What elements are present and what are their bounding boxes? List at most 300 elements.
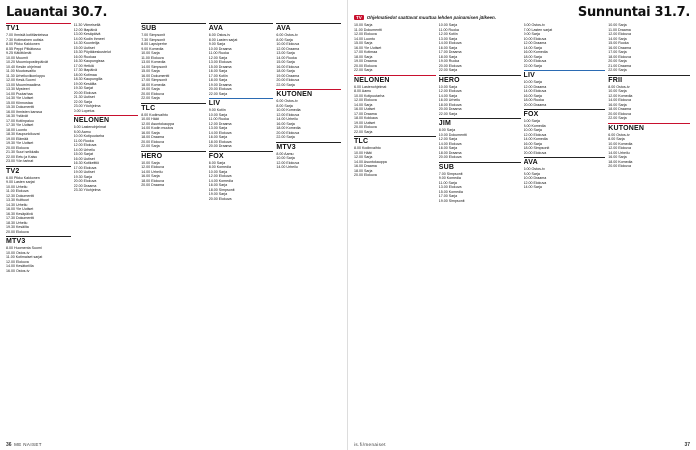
publication-name: ME NAISET (14, 442, 42, 447)
programme-entry: 14.00 Simpsonit (141, 64, 167, 69)
page-right (348, 0, 696, 450)
programme-entry: 7.00 Ihmisiä kotitilanteissa (6, 33, 48, 37)
programme-entry: 14.00 Urheilu (141, 169, 163, 174)
programme-entry: 10.00 Sarja (523, 80, 542, 84)
programme-entry: 18.30 Urheilu (6, 220, 28, 225)
programme-entry: 10.40 Kesän ohjelmat (6, 64, 41, 69)
programme-entry: 13.30 Kulttuuri (6, 198, 30, 202)
channel-block (608, 123, 690, 169)
programme-entry: 12.00 Komedia (608, 93, 633, 98)
programme-entry: 7.30 Kotimainen uutisia (6, 37, 44, 42)
channel-block (209, 98, 274, 149)
programme-entry: 20.00 Sarja (608, 59, 627, 63)
programme-entry: 10.00 Draama (208, 46, 232, 51)
programme-entry: 6.00 Ostos-tv (276, 99, 298, 103)
programme-entry: 17.00 Sarja (438, 194, 458, 198)
programme-entry: 9.00 Lasten sarjat (6, 180, 35, 184)
programme-entry: 18.00 Draama (141, 135, 164, 139)
programme-entry: 19.00 Draama (354, 59, 377, 63)
programme-entry: 22.00 Sarja (208, 91, 228, 96)
programme-entry: 18.00 Draama (438, 150, 462, 155)
programme-entry: 19.00 Uutiset (73, 170, 95, 174)
programme-entry: 17.00 Kotiin (208, 73, 228, 78)
programme-entry: 23.00 Yön tarinat (6, 159, 34, 163)
channel-name: AVA (276, 23, 341, 32)
channel-name: KUTONEN (276, 89, 341, 98)
programme-entry: 19.30 Kesäilta (6, 225, 29, 229)
programme-entry: 6.00 Sarja (523, 119, 540, 123)
programme-entry: 11.00 Elokuva (141, 55, 164, 60)
programme-entry: 16.00 Draama (354, 164, 377, 168)
page-footer (6, 442, 341, 448)
programme-entry: 11.00 Dokumentti (354, 27, 382, 32)
programme-entry: 13.00 Muumimaailma (6, 82, 41, 87)
programme-entry: 15.00 Sarjat (73, 152, 93, 156)
programme-entry: 20.00 Elokuva (523, 59, 547, 63)
programme-entry: 19.00 Draama (208, 82, 232, 87)
listing-column (524, 23, 606, 443)
programme-entry: 10.00 Kotipuutarha (73, 134, 104, 138)
programme-entry: 12.00 Elokuva (354, 98, 377, 102)
programme-entry: 19.00 Uutiset (354, 120, 376, 125)
listing-column (276, 23, 341, 443)
programme-entry: 22.00 Sarja (523, 63, 542, 68)
programme-entry: 20.00 Elokuva (6, 145, 29, 150)
programme-entry: 8.00 Sarja (438, 128, 456, 132)
channel-block (524, 70, 606, 107)
programme-entry: 11.00 Elokuva (6, 189, 29, 193)
channel-name: LIV (209, 98, 274, 107)
programme-entry: 14.00 Elokuva (438, 141, 462, 146)
programme-entry: 7.00 Lasten sarjat (523, 27, 553, 32)
programme-entry: 20.00 Draama (141, 183, 164, 187)
programme-entry: 9.00 Komedia (141, 46, 164, 51)
programme-entry: 14.00 Kodin muutos (141, 126, 174, 130)
programme-entry: 7.30 Simpsonit (141, 37, 165, 42)
programme-entry: 12.00 Elokuva (354, 32, 377, 36)
programme-entry: 9.00 Sarja (208, 42, 226, 46)
programme-entry: 19.00 Sarja (208, 192, 228, 196)
programme-entry: 19.30 Sarjat (73, 86, 93, 90)
programme-entry: 10.00 Draama (523, 176, 547, 180)
programme-entry: 13.00 Sarja (276, 51, 295, 55)
programme-entry: 22.00 Eetu ja Kaisu (6, 154, 38, 159)
channel-name: MTV3 (276, 142, 341, 151)
programme-entry: 20.00 Elokuva (608, 111, 632, 116)
programme-entry: 18.00 Sarja (438, 54, 458, 59)
channel-columns (354, 23, 690, 443)
channel-block (524, 23, 606, 68)
programme-entry: 14.00 Ruoka (276, 55, 297, 60)
notice-text: Ohjelmatiedot saattavat muuttua lehden painamisen jälkeen. (366, 15, 497, 20)
programme-entry: 14.00 Sarja (523, 45, 542, 50)
channel-block (6, 23, 71, 164)
programme-entry: 16.00 Sarja (208, 183, 228, 187)
programme-entry: 16.30 Kotikeittiö (73, 161, 100, 165)
programme-entry: 14.00 Elokuva (438, 41, 462, 45)
programme-entry: 8.00 Aamu (73, 129, 91, 134)
programme-entry: 15.00 Komedia (438, 189, 463, 194)
programme-entry: 8.00 Sarja (276, 103, 293, 108)
programme-entry: 16.00 Sarja (523, 93, 542, 98)
programme-entry: 18.00 Komedia (608, 159, 633, 164)
programme-entry: 15.00 Kiinnostaa (6, 100, 33, 105)
programme-entry: 16.00 Ostos-tv (6, 268, 30, 273)
programme-entry: 12.00 Kesä-Suomi (6, 78, 36, 82)
programme-entry: 11.30 Viimeisellä (73, 23, 101, 27)
programme-entry: 10.00 Sarja (438, 84, 458, 89)
programme-entry: 12.00 Sarja (208, 55, 228, 60)
day-title: Sunnuntai 31.7. (577, 5, 690, 20)
programme-entry: 9.00 Kotiin (208, 108, 226, 112)
programme-entry: 13.00 Sarja (438, 36, 458, 41)
programme-entry: 10.00 Komedia (276, 108, 301, 112)
programme-entry: 23.30 Yöohjelma (73, 188, 101, 192)
programme-entry: 12.00 Elokuva (276, 112, 300, 117)
programme-entry: 13.00 Komedia (141, 60, 166, 64)
programme-entry: 17.00 Draama (354, 111, 377, 116)
programme-entry: 12.00 Elokuva (276, 160, 300, 165)
listing-column (354, 23, 436, 443)
programme-entry: 22.00 Sarja (608, 116, 627, 120)
programme-entry: 11.00 Sarja (438, 180, 457, 185)
page-header (6, 4, 341, 20)
programme-entry: 20.00 Elokuva (438, 155, 462, 159)
programme-entry: 9.00 Sarja (523, 32, 540, 36)
programme-entry: 10.00 Sarja (354, 23, 373, 27)
programme-entry: 10.00 Sarja (608, 23, 627, 27)
programme-entry: 8.00 Lapsiperhe (141, 42, 167, 46)
programme-entry: 10.00 Sarja (208, 169, 228, 174)
programme-entry: 15.00 Sarja (354, 41, 373, 45)
programme-entry: 17.30 Iltapäivä (73, 68, 97, 72)
programme-entry: 18.30 Kaupungilla (73, 77, 103, 81)
programme-entry: 16.30 Kaupungissa (73, 59, 105, 63)
channel-name: AVA (524, 157, 606, 166)
programme-entry: 6.00 Sarja (208, 160, 226, 165)
programme-entry: 10.00 Elokuva (276, 42, 300, 46)
listing-column (141, 23, 206, 443)
channel-name: KUTONEN (608, 123, 690, 132)
programme-entry: 9.25 Kätöttömät (6, 51, 32, 55)
programme-entry: 17.00 Elokuva (73, 165, 97, 170)
channel-name: JIM (439, 118, 521, 127)
listing-column (608, 23, 690, 443)
programme-entry: 17.00 Kotiinpaluu (6, 118, 34, 123)
programme-entry: 22.00 Sarja (438, 111, 458, 116)
channel-block (276, 89, 341, 140)
page-footer-line (6, 442, 42, 448)
programme-entry: 8.55 Peppi Pitkätossu (6, 46, 41, 51)
programme-entry: 13.00 Kesäpäivä (73, 32, 101, 36)
programme-entry: 16.00 Sarja (438, 146, 458, 150)
programme-entry: 20.00 Elokuva (208, 196, 232, 201)
programme-entry: 22.00 Sarja (354, 129, 373, 134)
programme-entry: 20.00 Elokuva (523, 150, 547, 155)
programme-entry: 15.30 Pöytäkeskustelut (73, 50, 111, 54)
channel-name: NELONEN (354, 75, 436, 84)
page-number: 37 (684, 442, 690, 448)
programme-entry: 11.00 Draama (608, 27, 631, 32)
programme-entry: 16.00 Sarja (141, 174, 160, 178)
channel-block (276, 142, 341, 170)
programme-entry: 19.00 Sarja (141, 87, 160, 91)
programme-entry: 16.00 Sarja (608, 102, 627, 107)
channel-block (439, 118, 521, 160)
programme-entry: 16.00 Elokuva (276, 64, 300, 69)
programme-entry: 20.00 Elokuva (276, 130, 300, 135)
programme-entry: 11.00 Ruoka (208, 117, 229, 121)
programme-entry: 21.30 Uutiset (73, 95, 95, 99)
programme-entry: 12.00 Elokuva (523, 132, 547, 137)
programme-entry: 20.00 Elokuva (73, 90, 97, 95)
programme-entry: 17.30 Yle Uutiset (6, 123, 34, 127)
programme-entry: 10.00 Sarja (438, 23, 458, 27)
programme-entry: 8.00 Kodinvaihto (141, 112, 168, 117)
programme-entry: 11.00 Ruoka (73, 138, 94, 143)
programme-entry: 14.00 Sarja (354, 102, 373, 107)
programme-entry: 18.00 Elokuva (141, 178, 164, 183)
programme-entry: 22.00 Sarja (141, 96, 160, 100)
notice-pill: TV (356, 15, 362, 20)
programme-entry: 18.00 Sarja (276, 69, 295, 73)
programme-entry: 14.00 Puutarhaa (6, 91, 33, 96)
programme-entry: 14.00 Urheilu (276, 117, 298, 121)
programme-entry: 22.00 Sarja (276, 135, 295, 139)
programme-entry: 18.00 Simpsonit (208, 187, 235, 192)
channel-name: NELONEN (74, 115, 139, 124)
programme-entry: 22.00 Sarja (73, 99, 92, 104)
programme-entry: 0.00 Lopetus (73, 108, 95, 113)
programme-entry: 22.00 Sarja (141, 144, 160, 148)
programme-entry: 19.00 Ruoka (438, 59, 460, 63)
programme-entry: 14.00 Elokuva (208, 130, 232, 135)
channel-block (6, 166, 71, 235)
channel-block (6, 236, 71, 273)
programme-entry: 15.30 Dokumentti (6, 105, 35, 109)
programme-entry: 12.00 Elokuva (141, 165, 164, 169)
programme-entry: 11.00 Ruoka (208, 51, 229, 55)
programme-entry: 20.00 Elokuva (354, 63, 377, 68)
channel-name: FOX (209, 151, 274, 160)
programme-entry: 10.00 Muumit (6, 55, 28, 60)
programme-entry: 16.00 Ihmisten kanssa (6, 109, 42, 114)
programme-entry: 13.00 Elokuva (438, 185, 462, 189)
programme-entry: 14.00 Urheilu (73, 147, 95, 152)
programme-entry: 16.00 Sarja (438, 45, 458, 50)
programme-entry: 8.00 Komedia (523, 123, 546, 128)
channel-name: TLC (354, 136, 436, 145)
programme-entry: 18.00 Elokuva (208, 139, 232, 144)
page-footer (354, 442, 690, 448)
programme-entry: 19.00 Simpsonit (438, 198, 465, 203)
programme-entry: 15.00 Sarja (141, 69, 160, 73)
programme-entry: 22.00 Draama (73, 183, 97, 188)
channel-block (354, 75, 436, 135)
day-title: Lauantai 30.7. (6, 5, 108, 20)
notice-tag (354, 15, 496, 20)
channel-name: HERO (439, 75, 521, 84)
programme-entry: 20.00 Elokuva (608, 164, 632, 168)
programme-entry: 6.00 Ostos-tv (208, 33, 231, 37)
programme-entry: 20.00 Elokuva (6, 229, 29, 234)
programme-entry: 8.00 Ostos-tv (608, 84, 630, 89)
programme-entry: 14.00 Urheilu (608, 150, 630, 155)
programme-entry: 19.00 Elämää (6, 136, 29, 141)
channel-block (141, 103, 206, 149)
programme-entry: 10.00 Sarja (141, 51, 160, 55)
publication-url: is.fi/menaiset (354, 442, 386, 447)
programme-entry: 16.00 Dokumentti (141, 73, 170, 78)
channel-name: TV2 (6, 166, 71, 175)
programme-entry: 6.00 Lastenohjelmat (354, 84, 387, 89)
programme-entry: 10.00 Elokuva (523, 36, 547, 41)
programme-entry: 16.00 Sarja (276, 121, 295, 126)
programme-entry: 12.00 Draama (276, 46, 300, 51)
programme-entry: 10.00 Komedia (608, 141, 633, 146)
programme-entry: 14.00 Luonto (354, 36, 375, 41)
programme-entry: 16.00 Uutiset (354, 107, 376, 111)
programme-entry: 15.00 Uutiset (73, 45, 95, 50)
channel-block (141, 151, 206, 188)
programme-entry: 12.00 Elokuva (438, 89, 462, 93)
channel-name: SUB (439, 162, 521, 171)
programme-entry: 22.00 Sarja (354, 68, 373, 72)
channel-block (524, 157, 606, 190)
channel-block (354, 136, 436, 178)
programme-entry: 16.00 Sarja (523, 141, 542, 146)
programme-entry: 14.00 Sarja (438, 93, 458, 98)
programme-entry: 20.00 Elokuva (73, 179, 97, 183)
programme-entry: 22.00 Sarja (276, 82, 295, 87)
page-number: 36 (6, 442, 12, 448)
channel-block (209, 23, 274, 96)
programme-entry: 18.00 Simpsonit (523, 146, 550, 150)
programme-entry: 14.30 Kuuntelija (73, 41, 100, 45)
programme-entry: 16.00 Yle Uutiset (354, 45, 382, 50)
channel-block (439, 162, 521, 204)
channel-block (141, 23, 206, 101)
programme-entry: 16.00 Sarja (141, 130, 160, 135)
programme-entry: 18.00 Ruoka (523, 98, 544, 102)
programme-entry: 15.00 Sarja (276, 60, 295, 64)
programme-entry: 18.00 Komedia (141, 82, 166, 87)
programme-entry: 16.00 Uutiset (73, 156, 95, 161)
channel-block (209, 151, 274, 202)
programme-entry: 18.00 Sarja (523, 54, 542, 59)
programme-entry: 16.00 Urheilu (438, 98, 461, 102)
programme-entry: 11.00 Ruoka (438, 27, 459, 32)
programme-entry: 16.30 Ystävät (6, 114, 28, 118)
channel-name: FOX (524, 109, 606, 118)
programme-entry: 19.00 Kesäilta (73, 81, 97, 86)
programme-entry: 12.00 Kotiin (438, 32, 458, 36)
programme-entry: 6.00 Pikku Kakkonen (6, 175, 40, 180)
programme-entry: 13.30 Mysteeri (6, 87, 30, 91)
programme-entry: 18.00 Draama (608, 107, 632, 111)
programme-entry: 8.00 Lasten sarjat (208, 37, 238, 42)
programme-entry: 8.00 Sarja (276, 37, 293, 42)
programme-entry: 12.00 Elokuva (523, 180, 547, 185)
programme-entry: 18.00 Kokkaus (354, 116, 378, 120)
programme-entry: 20.00 Elokuva (141, 91, 164, 96)
programme-entry: 8.00 Komedia (208, 165, 231, 169)
programme-entry: 12.00 Elokuva (608, 32, 632, 36)
programme-entry: 16.00 Yle Uutiset (6, 207, 34, 211)
programme-entry: 18.30 Kaupunkikuvat (6, 132, 40, 136)
programme-entry: 18.00 Elokuva (438, 102, 462, 107)
programme-entry: 16.00 Ruokaa (73, 54, 96, 59)
programme-entry: 8.00 Aamu (276, 151, 294, 156)
channel-block (524, 109, 606, 155)
programme-entry: 10.00 Sarja (208, 112, 228, 117)
channel-block (439, 75, 521, 117)
programme-entry: 14.00 Kesätoriilla (6, 264, 34, 268)
programme-entry: 8.00 Kodinvaihto (354, 146, 381, 150)
programme-entry: 12.00 Draama (208, 121, 232, 126)
programme-entry: 7.00 Simpsonit (141, 33, 165, 37)
programme-entry: 21.00 Draama (608, 63, 632, 68)
programme-entry: 18.00 Sarja (354, 168, 373, 173)
programme-entry: 10.00 Dokumentti (438, 132, 467, 137)
programme-entry: 18.00 Sarja (208, 78, 228, 82)
listing-column (209, 23, 274, 443)
programme-entry: 12.00 Sarja (354, 155, 373, 159)
programme-entry: 14.00 Sarja (608, 36, 627, 41)
programme-entry: 22.00 Sarja (438, 68, 458, 72)
programme-entry: 5.00 Ostos-tv (523, 23, 545, 27)
programme-entry: 8.00 Sarja (608, 137, 625, 141)
channel-block (354, 23, 436, 73)
programme-entry: 20.00 Elokuva (141, 139, 164, 144)
programme-entry: 10.00 Ostos-tv (6, 250, 30, 255)
programme-entry: 20.00 Draama (438, 107, 462, 111)
programme-entry: 18.00 Sarja (354, 54, 373, 59)
programme-entry: 17.30 Dokumentti (6, 216, 35, 220)
programme-entry: 11.30 Urheiluviikonloppu (6, 73, 46, 78)
programme-entry: 10.00 Kotipuutarha (354, 93, 385, 98)
channel-name: HERO (141, 151, 206, 160)
channel-columns (6, 23, 341, 443)
programme-entry: 13.00 Sarja (208, 126, 228, 130)
programme-entry: 19.00 Draama (276, 73, 300, 78)
programme-entry: 23.00 Yöohjelma (73, 104, 101, 108)
programme-entry: 7.00 Simpsonit (438, 171, 463, 176)
programme-entry: 8.00 Aamu (354, 89, 372, 93)
programme-entry: 16.00 Sarja (208, 135, 228, 139)
programme-entry: 12.00 Draama (523, 84, 547, 89)
programme-entry: 22.00 Sarja (608, 68, 627, 72)
programme-entry: 6.00 Ostos-tv (608, 132, 630, 137)
programme-entry: 20.00 Draama (523, 102, 547, 107)
programme-entry: 16.30 Kesäpäivä (6, 211, 33, 216)
programme-entry: 6.00 Ostos-tv (523, 167, 545, 171)
channel-name: LIV (524, 70, 606, 79)
programme-entry: 10.00 Sarja (608, 89, 627, 93)
programme-entry: 13.00 Elokuva (208, 60, 232, 64)
programme-entry: 10.00 Sarja (141, 160, 160, 165)
programme-entry: 12.30 Dokumentti (6, 193, 35, 198)
programme-entry: 14.00 Komedia (208, 178, 233, 183)
channel-block (608, 75, 690, 121)
programme-entry: 8.00 Sarja (523, 171, 540, 176)
programme-entry: 17.00 Hetkiä (73, 63, 94, 68)
programme-entry: 15.00 Draama (208, 64, 232, 69)
programme-entry: 10.20 Muumiopostinpäivät (6, 60, 48, 64)
programme-entry: 14.00 Urheilu (276, 165, 298, 169)
programme-entry: 10.00 Sarja (523, 128, 542, 132)
programme-entry: 20.00 Elokuva (354, 173, 377, 177)
